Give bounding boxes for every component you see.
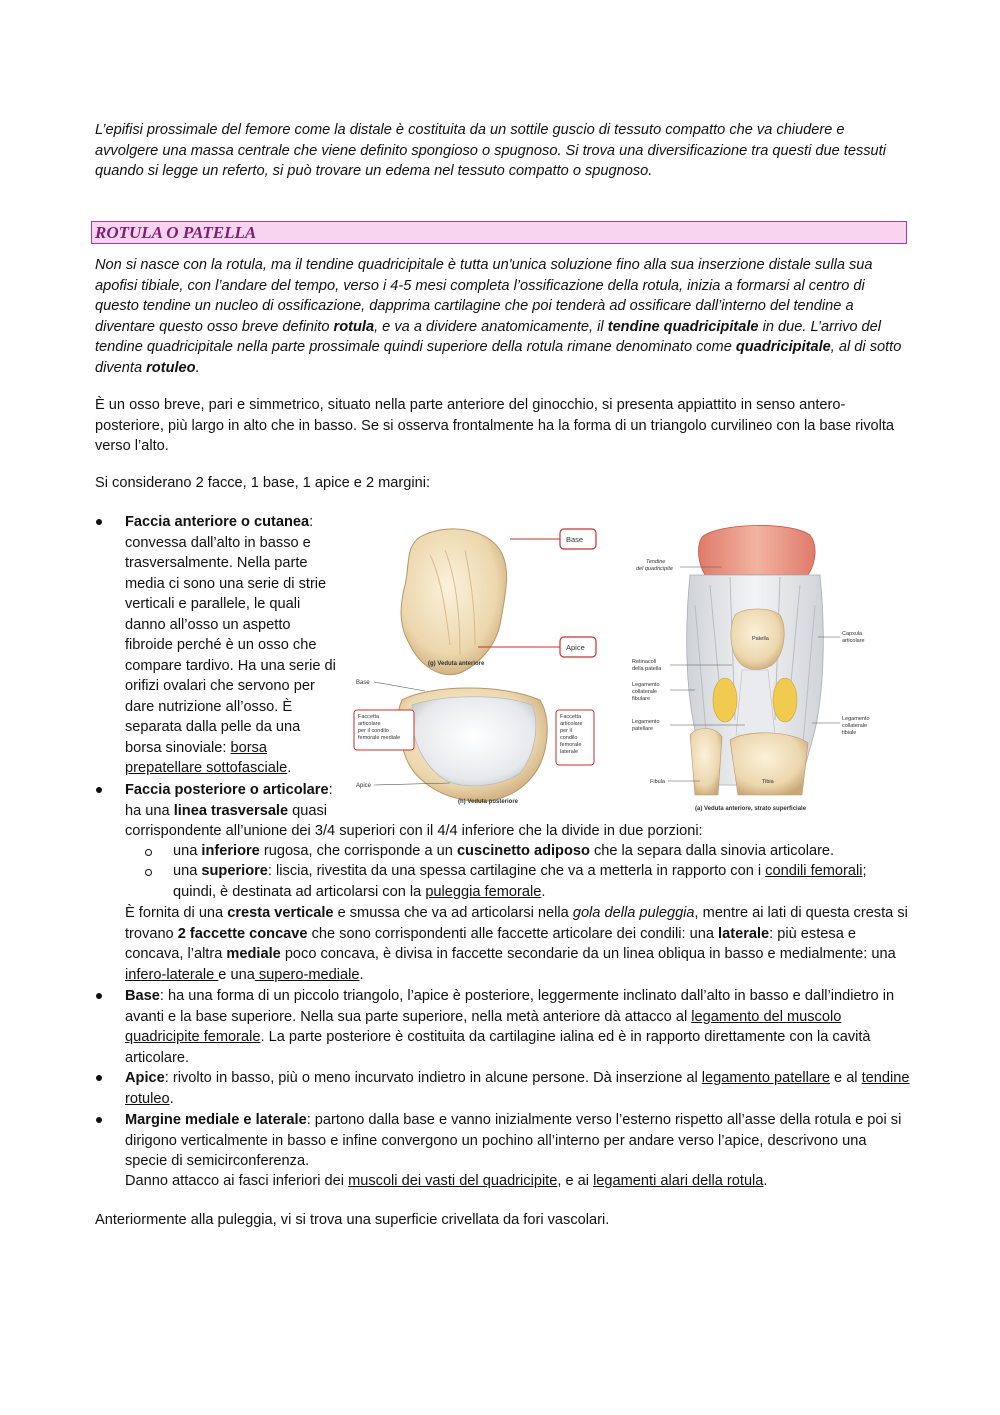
- bullet-dot: [95, 1068, 105, 1088]
- faccia-posteriore-cresta: È fornita di una cresta verticale e smussa che va ad articolarsi nella gola della puleggia, mentre ai lati di questa cresta si trovano 2 faccette concave che sono corrispondenti alle faccette articolare dei condili: una laterale: più estesa e concava, l’altra mediale poco concava, è divisa in faccette secondarie da un linea obliqua in basso e medialmente: una infero-laterale e una supero-mediale.: [125, 905, 908, 983]
- paragraph-description: È un osso breve, pari e simmetrico, situato nella parte anteriore del ginocchio, si presenta appiattito in senso antero-posteriore, più largo in alto che in basso. Se si osserva frontalmente ha la forma di un triangolo curvilineo con la base rivolta verso l’alto.: [95, 397, 895, 454]
- label-faccetta-mediale: Faccetta articolare per il condilo femorale mediale: [358, 714, 401, 741]
- sub-item-superiore: una superiore: liscia, rivestita da una spessa cartilagine che va a metterla in rapporto con i condili femorali; quindi, è destinata ad articolarsi con la puleggia femorale.: [173, 863, 867, 900]
- caption-a: (a) Veduta anteriore, strato superficiale: [695, 806, 807, 812]
- label-leg-fibulare: Legamento collaterale fibulare: [632, 682, 660, 702]
- intro-paragraph: L’epifisi prossimale del femore come la distale è costituita da un sottile guscio di tessuto compatto che va chiudere e avvolgere una massa centrale che viene definito spongioso o spugnoso. Si trova una diversificazione tra questi due tessuti quando si legge un referto, si può trovare un edema nel tessuto compatto o spugnoso.: [95, 122, 886, 179]
- sub-bullet-circle: [145, 843, 155, 863]
- label-base: Base: [356, 680, 370, 686]
- label-leg-tibiale: Legamento collaterale tibiale: [842, 716, 870, 736]
- caption-g: (g) Veduta anteriore: [428, 661, 485, 667]
- bullet-dot: [95, 1110, 105, 1130]
- label-patella: Patella: [752, 636, 769, 642]
- paragraph-origin: Non si nasce con la rotula, ma il tendine quadricipitale è tutta un'unica soluzione fino alla sua inserzione distale sulla sua apofisi tibiale, con l’andare del tempo, verso i 4-5 mesi completa l’ossificazione della rotula, inizia a formarsi al centro di questo tendine un nucleo di ossificazione, dapprima cartilagine che poi tenderà ad ossificare dall’interno del tendine a diventare questo osso breve definito rotula, e va a dividere anatomicamente, il tendine quadricipitale in due. L’arrivo del tendine quadricipitale nella parte prossimale quindi superiore della rotula rimane denominato come quadricipitale, al di sotto diventa rotuleo.: [95, 257, 902, 376]
- label-leg-patellare: Legamento patellare: [632, 719, 660, 732]
- list-item-base: Base: ha una forma di un piccolo triangolo, l’apice è posteriore, leggermente inclinato dall’alto in basso e dall’indietro in avanti e la base superiore. Nella sua parte superiore, nella metà anteriore dà attacco al legamento del muscolo quadricipite femorale. La parte posteriore è costituita da cartilagine ialina ed è in rapporto direttamente con la cavità articolare.: [125, 988, 895, 1066]
- label-retinacoli: Retinacoli della patella: [632, 659, 662, 672]
- bullet-dot: [95, 512, 105, 532]
- list-item-margine: Margine mediale e laterale: partono dalla base e vanno inizialmente verso l’esterno rispetto all’asse della rotula e poi si dirigono verticalmente in basso e infine convergono un pochino all’interno per andare verso l’apice, descrivono una specie di semicirconferenza.: [125, 1112, 902, 1169]
- knee-anterior-view: [687, 525, 824, 795]
- margine-attacchi: Danno attacco ai fasci inferiori dei muscoli dei vasti del quadricipite, e ai legamenti alari della rotula.: [125, 1173, 768, 1189]
- sub-bullet-circle: [145, 863, 155, 883]
- section-heading: [91, 221, 907, 244]
- patella-anterior-view: [401, 529, 507, 675]
- label-tibia: Tibia: [762, 779, 774, 785]
- paragraph-list-intro: Si considerano 2 facce, 1 base, 1 apice e 2 margini:: [95, 475, 431, 491]
- patella-anatomy-figure: [350, 515, 910, 820]
- label-base-box: Base: [566, 535, 584, 544]
- sub-item-inferiore: una inferiore rugosa, che corrisponde a un cuscinetto adiposo che la separa dalla sinovia articolare.: [173, 843, 835, 859]
- bullet-dot: [95, 986, 105, 1006]
- label-apice-box: Apice: [566, 643, 585, 652]
- list-item-apice: Apice: rivolto in basso, più o meno incurvato indietro in alcune persone. Dà inserzione al legamento patellare e al tendine rotuleo.: [125, 1070, 910, 1107]
- bullet-dot: [95, 780, 105, 800]
- caption-h: (h) Veduta posteriore: [458, 799, 519, 805]
- label-faccetta-laterale: Faccetta articolare per il condilo femorale laterale: [560, 714, 583, 755]
- label-tendine: Tendine del quadricipite: [636, 559, 673, 572]
- section-heading-text: ROTULA O PATELLA: [95, 223, 257, 242]
- list-item-faccia-anteriore: Faccia anteriore o cutanea: convessa dall’alto in basso e trasversalmente. Nella parte media ci sono una serie di strie verticali e parallele, le quali danno all’osso un aspetto fibroide perché è un osso che compare tardivo. Ha una serie di orifizi ovalari che servono per dare nutrizione all’osso. È separata dalla pelle da una borsa sinoviale: borsa prepatellare sottofasciale.: [125, 514, 336, 776]
- closing-paragraph: Anteriormente alla puleggia, vi si trova una superficie crivellata da fori vascolari.: [95, 1212, 610, 1228]
- label-fibula: Fibula: [650, 779, 665, 785]
- label-apice: Apice: [356, 783, 372, 789]
- list-item-faccia-posteriore: Faccia posteriore o articolare: ha una linea trasversale quasi: [125, 782, 333, 819]
- label-capsula: Capsula articolare: [842, 631, 865, 644]
- faccia-posteriore-continuation: corrispondente all’unione dei 3/4 superiori con il 4/4 inferiore che la divide in due porzioni:: [125, 823, 703, 839]
